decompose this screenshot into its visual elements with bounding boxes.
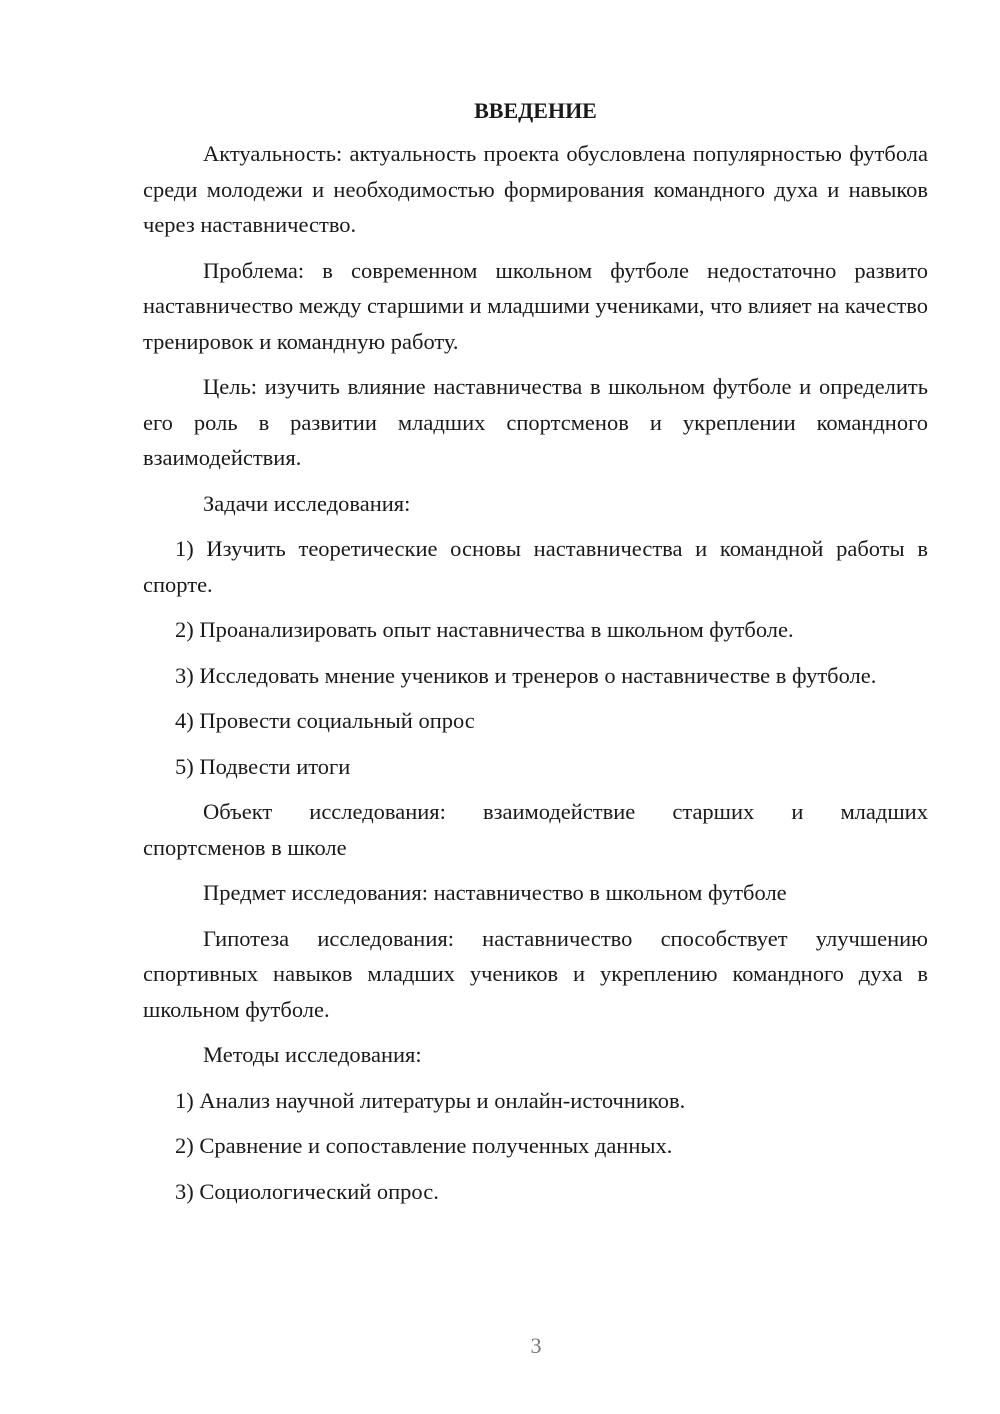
method-item: 2) Сравнение и сопоставление полученных данных. <box>175 1133 673 1158</box>
task-item: 4) Провести социальный опрос <box>175 708 475 733</box>
task-item: 1) Изучить теоретические основы наставничества и командной работы в спорте. <box>143 536 928 597</box>
page-number: 3 <box>530 1333 542 1358</box>
methods-heading: Методы исследования: <box>203 1042 422 1067</box>
object-word: младших <box>840 799 928 824</box>
tasks-heading: Задачи исследования: <box>203 490 411 516</box>
task-item: 3) Исследовать мнение учеников и тренеров о наставничестве в футболе. <box>175 662 877 688</box>
object-word: и <box>791 799 804 824</box>
object-continuation: спортсменов в школе <box>143 834 347 860</box>
object-word: старших <box>672 799 755 824</box>
object-word: взаимодействие <box>482 799 636 824</box>
relevance-paragraph: Актуальность: актуальность проекта обусловлена популярностью футбола среди молодежи и необходимостью формирования командного духа и навыков через наставничество. <box>143 141 928 237</box>
problem-paragraph: Проблема: в современном школьном футболе недостаточно развито наставничество между старшими и младшими учениками, что влияет на качество тренировок и командную работу. <box>143 257 928 354</box>
task-item: 2) Проанализировать опыт наставничества в школьном футболе. <box>175 617 794 642</box>
method-item: 1) Анализ научной литературы и онлайн-источников. <box>175 1087 686 1113</box>
object-paragraph <box>143 794 928 865</box>
object-first-line <box>143 794 928 830</box>
object-word: исследования: <box>309 799 446 824</box>
hypothesis-paragraph: Гипотеза исследования: наставничество способствует улучшению спортивных навыков младших учеников и укреплению командного духа в школьном футболе. <box>143 925 928 1022</box>
subject-paragraph: Предмет исследования: наставничество в школьном футболе <box>203 880 787 905</box>
task-item: 5) Подвести итоги <box>175 753 351 779</box>
method-item: 3) Социологический опрос. <box>175 1178 439 1204</box>
document-page <box>143 93 928 1219</box>
goal-paragraph: Цель: изучить влияние наставничества в школьном футболе и определить его роль в развитии младших спортсменов и укреплении командного взаимодействия. <box>143 374 928 470</box>
page-title: ВВЕДЕНИЕ <box>474 98 597 123</box>
object-word: Объект <box>203 799 273 824</box>
